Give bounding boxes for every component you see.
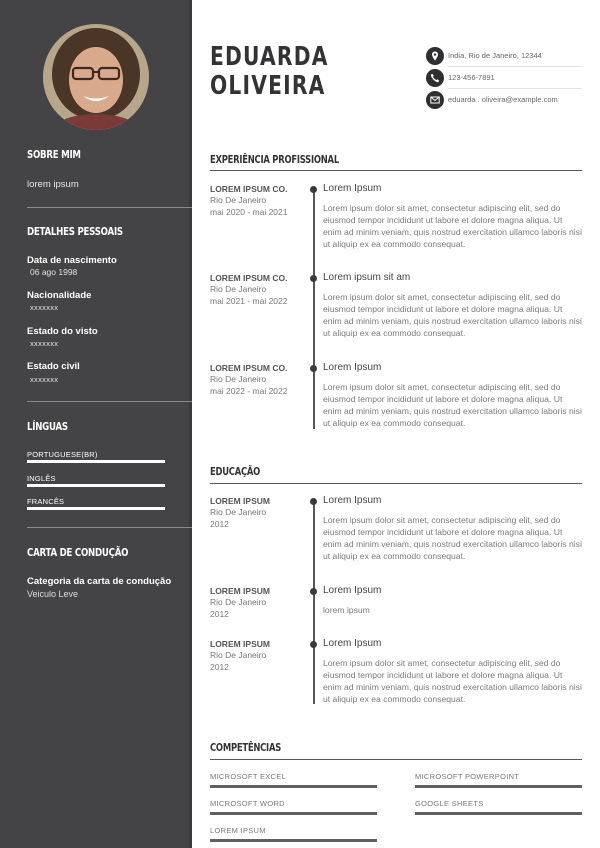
- license-value: Veiculo Leve: [27, 589, 79, 599]
- envelope-icon: [426, 91, 444, 109]
- section-divider: [210, 759, 582, 760]
- experience-entry-meta: [210, 273, 305, 307]
- last-name: OLIVEIRA: [210, 71, 326, 101]
- education-description: lorem ipsum: [323, 605, 370, 615]
- job-description: Lorem ipsum dolor sit amet, consectetur adipiscing elit, sed do eiusmod tempor incididunt ut labore et dolore magna aliqua. Ut enim ad minim veniam, quis nostrud exercitation ullamco laboris nisi ut aliquip ex ea commodo consequat.: [323, 292, 582, 339]
- education-year: 2012: [210, 661, 229, 672]
- education-entry: [323, 638, 583, 705]
- visa-status-label: Estado do visto: [27, 326, 98, 337]
- degree-title: Lorem Ipsum: [323, 638, 382, 649]
- timeline-dot: [310, 588, 317, 595]
- job-title: Lorem ipsum sit am: [323, 272, 411, 283]
- job-description: Lorem ipsum dolor sit amet, consectetur adipiscing elit, sed do eiusmod tempor incididunt ut labore et dolore magna aliqua. Ut enim ad minim veniam, quis nostrud exercitation ullamco laboris nisi ut aliquip ex ea commodo consequat.: [323, 203, 582, 250]
- sidebar-divider: [27, 401, 192, 402]
- skill-bar: [210, 839, 377, 842]
- job-dates: mai 2022 - mai 2022: [210, 385, 288, 396]
- job-dates: mai 2021 - mai 2022: [210, 295, 288, 306]
- skill-item: [210, 799, 377, 815]
- license-heading: CARTA DE CONDUÇÃO: [27, 547, 129, 559]
- sidebar-divider: [27, 207, 192, 208]
- skill-item: [415, 772, 582, 788]
- language-english: INGLÊS: [27, 474, 56, 483]
- nationality-label: Nacionalidade: [27, 290, 92, 301]
- education-entry-meta: [210, 586, 305, 620]
- institution-name: LOREM IPSUM: [210, 639, 270, 649]
- language-bar: [27, 460, 165, 463]
- timeline-dot: [310, 641, 317, 648]
- contact-address: [426, 45, 582, 67]
- marital-status-label: Estado civil: [27, 361, 80, 372]
- education-year: 2012: [210, 518, 229, 529]
- experience-timeline: [313, 187, 315, 429]
- education-heading: EDUCAÇÃO: [210, 466, 261, 478]
- skill-item: [415, 799, 582, 815]
- institution-name: LOREM IPSUM: [210, 586, 270, 596]
- education-entry: [323, 495, 583, 562]
- institution-location: Rio De Janeiro: [210, 597, 267, 607]
- experience-heading: EXPERIÊNCIA PROFISSIONAL: [210, 154, 339, 166]
- skill-bar: [415, 785, 582, 788]
- job-location: Rio De Janeiro: [210, 374, 267, 384]
- license-label: Categoria da carta de condução: [27, 576, 172, 587]
- birthdate-value: 06 ago 1998: [30, 267, 78, 277]
- marital-status-value: xxxxxxx: [30, 375, 59, 384]
- phone-icon: [426, 69, 444, 87]
- timeline-dot: [310, 275, 317, 282]
- job-title: Lorem Ipsum: [323, 362, 382, 373]
- location-pin-icon: [426, 47, 444, 65]
- institution-location: Rio De Janeiro: [210, 650, 267, 660]
- sidebar: [0, 0, 192, 848]
- experience-entry: [323, 362, 583, 429]
- job-location: Rio De Janeiro: [210, 195, 267, 205]
- degree-title: Lorem Ipsum: [323, 495, 382, 506]
- skill-bar: [210, 785, 377, 788]
- job-title: Lorem Ipsum: [323, 183, 382, 194]
- experience-entry-meta: [210, 363, 305, 397]
- languages-heading: LÍNGUAS: [27, 421, 68, 433]
- section-divider: [210, 170, 582, 171]
- education-entry-meta: [210, 639, 305, 673]
- language-bar: [27, 507, 165, 510]
- skill-item: [210, 826, 377, 842]
- contact-phone: [426, 67, 582, 89]
- contact-email: [426, 89, 582, 111]
- nationality-value: xxxxxxx: [30, 303, 59, 312]
- language-portuguese: PORTUGUESE(BR): [27, 450, 98, 459]
- language-bar: [27, 484, 165, 487]
- education-timeline: [313, 499, 315, 704]
- timeline-dot: [310, 365, 317, 372]
- timeline-dot: [310, 186, 317, 193]
- job-description: Lorem ipsum dolor sit amet, consectetur adipiscing elit, sed do eiusmod tempor incididunt ut labore et dolore magna aliqua. Ut enim ad minim veniam, quis nostrud exercitation ullamco laboris nisi ut aliquip ex ea commodo consequat.: [323, 382, 582, 429]
- sidebar-divider: [27, 527, 192, 528]
- job-dates: mai 2020 - mai 2021: [210, 206, 288, 217]
- candidate-name: [210, 43, 329, 101]
- education-description: Lorem ipsum dolor sit amet, consectetur adipiscing elit, sed do eiusmod tempor incididunt ut labore et dolore magna aliqua. Ut enim ad minim veniam, quis nostrud exercitation ullamco laboris nisi ut aliquip ex ea commodo consequat.: [323, 515, 582, 562]
- skill-item: [210, 772, 377, 788]
- education-entry-meta: [210, 496, 305, 530]
- skill-name: LOREM IPSUM: [210, 826, 266, 835]
- birthdate-label: Data de nascimento: [27, 255, 117, 266]
- language-french: FRANCÊS: [27, 497, 65, 506]
- experience-entry: [323, 272, 583, 339]
- institution-name: LOREM IPSUM: [210, 496, 270, 506]
- email-text[interactable]: eduarda . oliveira@example.com: [448, 95, 558, 104]
- timeline-dot: [310, 498, 317, 505]
- skill-name: MICROSOFT WORD: [210, 799, 285, 808]
- skill-name: GOOGLE SHEETS: [415, 799, 484, 808]
- first-name: EDUARDA: [210, 42, 329, 72]
- company-name: LOREM IPSUM CO.: [210, 273, 288, 283]
- skill-name: MICROSOFT POWERPOINT: [415, 772, 520, 781]
- phone-text: 123-456-7891: [448, 73, 495, 82]
- visa-status-value: xxxxxxx: [30, 339, 59, 348]
- avatar-icon: [43, 24, 149, 130]
- institution-location: Rio De Janeiro: [210, 507, 267, 517]
- skills-heading: COMPETÊNCIAS: [210, 742, 282, 754]
- education-description: Lorem ipsum dolor sit amet, consectetur adipiscing elit, sed do eiusmod tempor incididunt ut labore et dolore magna aliqua. Ut enim ad minim veniam, quis nostrud exercitation ullamco laboris nisi ut aliquip ex ea commodo consequat.: [323, 658, 582, 705]
- skill-name: MICROSOFT EXCEL: [210, 772, 287, 781]
- degree-title: Lorem Ipsum: [323, 585, 382, 596]
- experience-entry-meta: [210, 184, 305, 218]
- experience-entry: [323, 183, 583, 250]
- education-year: 2012: [210, 608, 229, 619]
- company-name: LOREM IPSUM CO.: [210, 184, 288, 194]
- education-entry: [323, 585, 583, 616]
- section-divider: [210, 483, 582, 484]
- skill-bar: [415, 812, 582, 815]
- about-heading: SOBRE MIM: [27, 149, 81, 161]
- address-text: India, Rio de Janeiro, 12344: [448, 51, 542, 60]
- personal-details-heading: DETALHES PESSOAIS: [27, 226, 123, 238]
- job-location: Rio De Janeiro: [210, 284, 267, 294]
- profile-photo: [43, 24, 149, 130]
- skill-bar: [210, 812, 377, 815]
- company-name: LOREM IPSUM CO.: [210, 363, 288, 373]
- about-text: lorem ipsum: [27, 179, 79, 190]
